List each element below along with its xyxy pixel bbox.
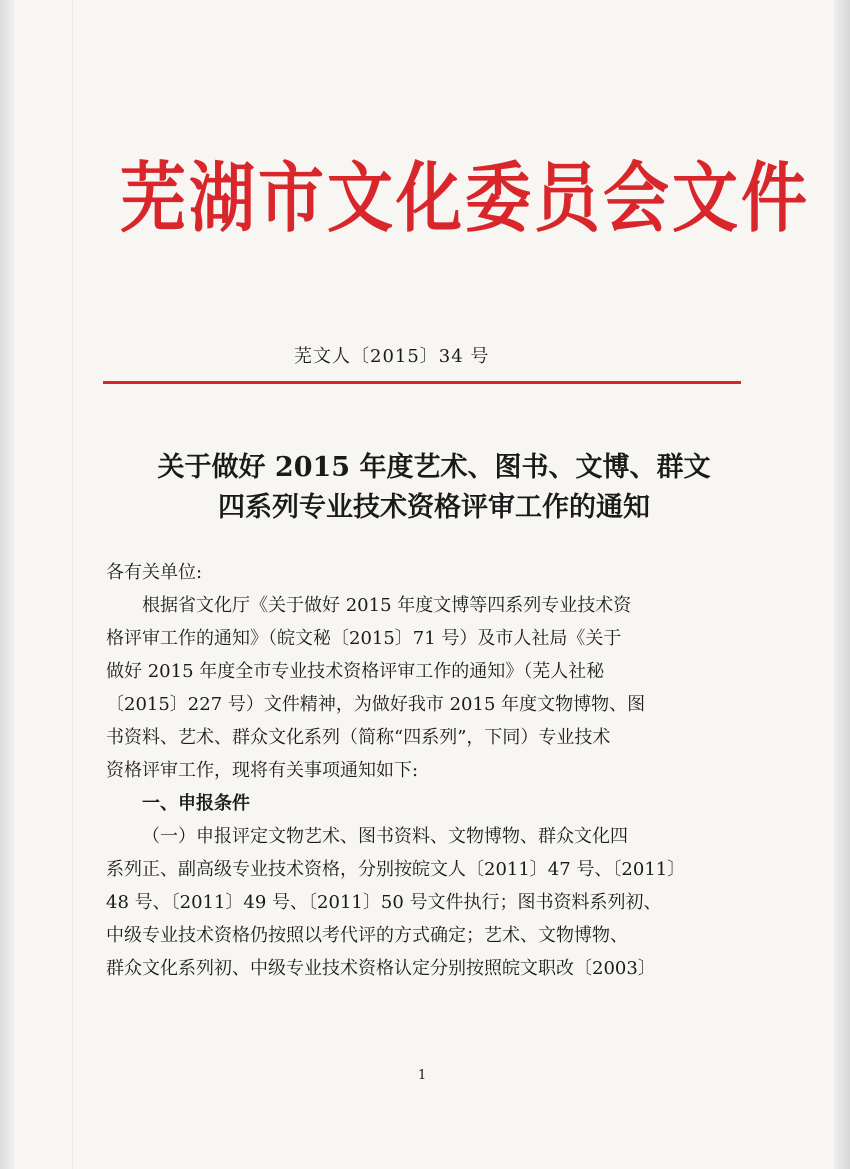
paragraph-line: 〔2015〕227 号）文件精神，为做好我市 2015 年度文物博物、图 [106, 694, 646, 715]
notice-body [106, 556, 746, 985]
notice-title-line-2: 四系列专业技术资格评审工作的通知 [218, 492, 650, 523]
scan-left-edge [0, 0, 14, 1169]
page-number: 1 [418, 1068, 427, 1083]
salutation: 各有关单位: [106, 562, 203, 583]
paragraph-line: 书资料、艺术、群众文化系列（简称“四系列”，下同）专业技术 [106, 727, 611, 748]
paragraph-line: 群众文化系列初、中级专业技术资格认定分别按照皖文职改〔2003〕 [106, 958, 656, 979]
scan-right-edge [834, 0, 850, 1169]
paragraph-line: 根据省文化厅《关于做好 2015 年度文博等四系列专业技术资 [142, 595, 632, 616]
red-separator-rule [103, 381, 741, 384]
issuer-masthead: 芜湖市文化委员会文件 [120, 153, 810, 243]
paragraph-line: 资格评审工作，现将有关事项通知如下: [106, 760, 419, 781]
notice-title [74, 448, 794, 528]
paragraph-line: 格评审工作的通知》（皖文秘〔2015〕71 号）及市人社局《关于 [106, 628, 622, 649]
notice-title-line-1: 关于做好 2015 年度艺术、图书、文博、群文 [157, 452, 711, 483]
paragraph-line: 48 号、〔2011〕49 号、〔2011〕50 号文件执行；图书资料系列初、 [106, 892, 662, 913]
section-heading: 一、申报条件 [142, 793, 250, 814]
paragraph-line: 系列正、副高级专业技术资格，分别按皖文人〔2011〕47 号、〔2011〕 [106, 859, 686, 880]
document-number: 芜文人〔2015〕34 号 [294, 346, 490, 367]
paragraph-line: 中级专业技术资格仍按照以考代评的方式确定；艺术、文物博物、 [106, 925, 628, 946]
document-page [14, 0, 834, 1169]
paragraph-line: （一）申报评定文物艺术、图书资料、文物博物、群众文化四 [142, 826, 628, 847]
paragraph-line: 做好 2015 年度全市专业技术资格评审工作的通知》（芜人社秘 [106, 661, 605, 682]
